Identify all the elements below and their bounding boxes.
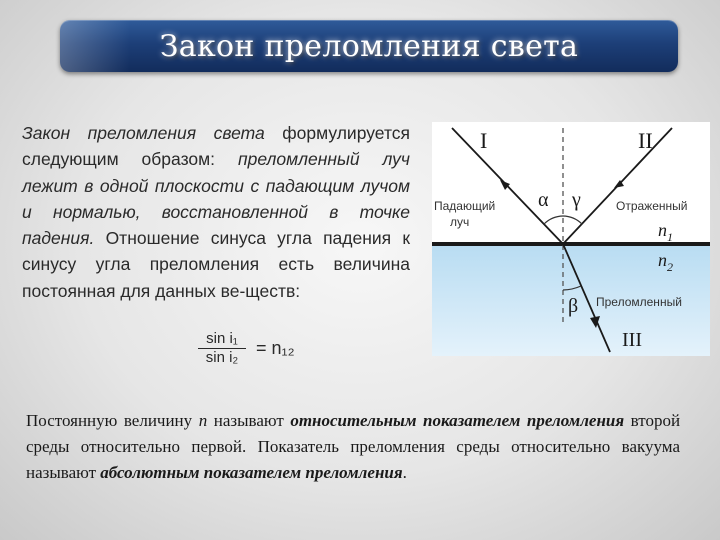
alpha-arc (544, 216, 563, 224)
label-I: I (480, 128, 488, 153)
def-absolute-index: абсолютным показателем преломления (100, 463, 403, 482)
incident-ray-label-2: луч (450, 215, 470, 229)
def-n-symbol: n (198, 411, 208, 430)
beta-label: β (568, 295, 579, 317)
def-relative-index: относительным показателем преломления (290, 411, 625, 430)
incident-ray-label-1: Падающий (434, 199, 496, 213)
gamma-arc (563, 216, 582, 224)
label-III: III (622, 329, 642, 351)
def-s7: . (402, 463, 407, 482)
def-s3: называют (213, 411, 284, 430)
refraction-diagram (432, 122, 710, 356)
formula-rhs: = n₁₂ (256, 338, 295, 358)
alpha-label: α (538, 189, 549, 211)
law-text (22, 120, 410, 304)
law-intro: формулируется следующим образом: (22, 123, 410, 170)
refraction-diagram-svg (432, 122, 710, 356)
page-title: Закон преломления света (159, 28, 579, 64)
title-bar (60, 20, 678, 72)
refracted-ray-label: Преломленный (596, 295, 682, 309)
n2-label: $n_2$ (658, 250, 673, 274)
snell-formula (198, 330, 308, 370)
label-II: II (638, 128, 653, 153)
n1-label: $n_1$ (658, 220, 673, 244)
def-s5: второй среды относительно первой. Показатель преломления среды относительно вакуума называют (26, 411, 681, 482)
law-first-part: преломленный луч лежит в одной плоскости с падающим лучом и нормалью, восстановленной в точке падения. (22, 149, 410, 249)
formula-numerator: sin i₁ (198, 330, 246, 349)
formula-fraction (198, 330, 246, 367)
incident-arrow-icon (500, 180, 510, 190)
def-s1: Постоянную величину (26, 411, 193, 430)
reflected-ray-label: Отраженный (616, 199, 688, 213)
formula-denominator: sin i₂ (205, 349, 239, 366)
law-heading: Закон преломления света (22, 123, 265, 143)
law-second-part: Отношение синуса угла падения к синусу угла преломления есть величина постоянная для данных ве-ществ: (22, 228, 410, 301)
definition-paragraph (26, 408, 680, 486)
gamma-label: γ (572, 189, 581, 211)
